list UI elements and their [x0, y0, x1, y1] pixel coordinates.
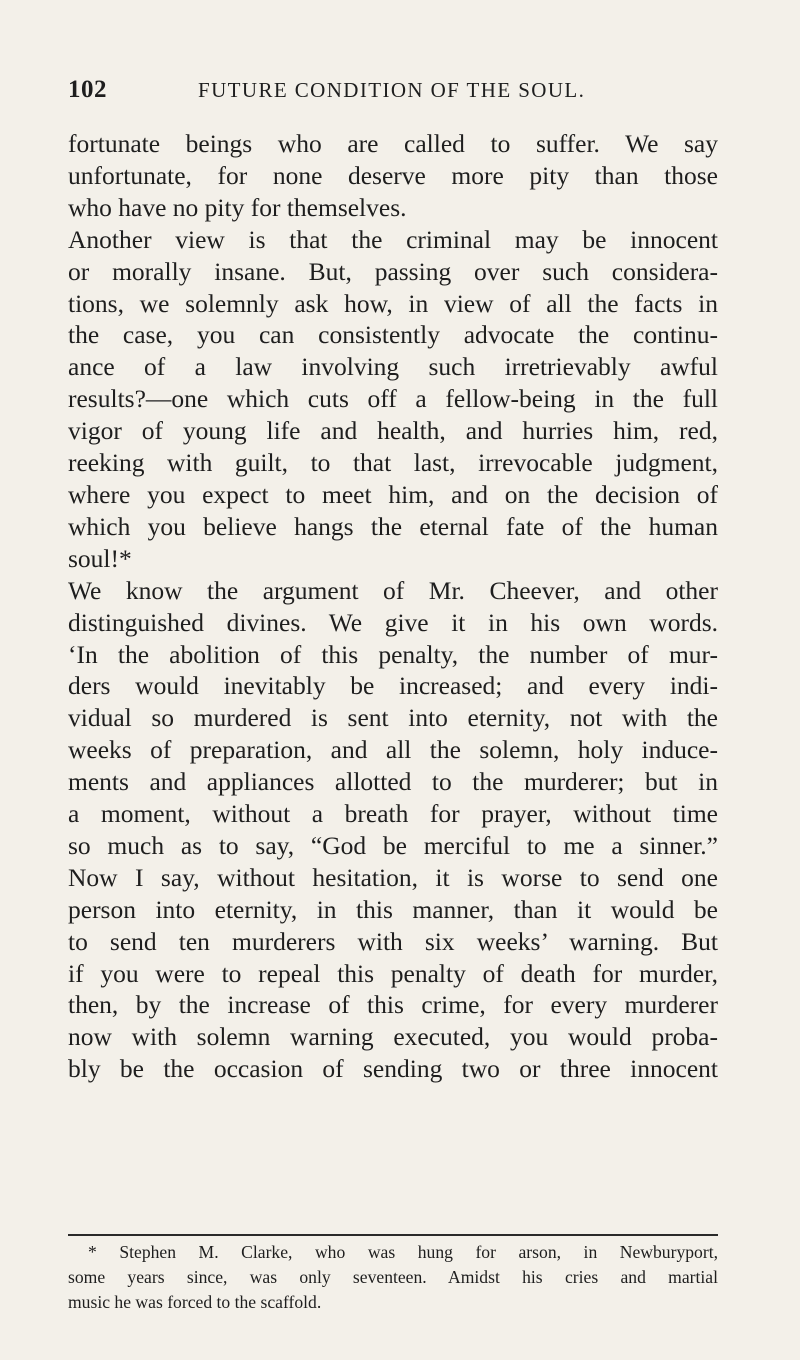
text-line: so much as to say, “God be merciful to me a sinner.”: [68, 830, 718, 860]
text-line: who have no pity for themselves.: [68, 192, 407, 222]
text-line: unfortunate, for none deserve more pity than those: [68, 160, 718, 190]
text-line: ance of a law involving such irretrievably awful: [68, 352, 718, 382]
text-line: the case, you can consistently advocate the continu-: [68, 320, 718, 350]
text-line: distinguished divines. We give it in his own words.: [68, 607, 718, 637]
text-line: person into eternity, in this manner, than it would be: [68, 894, 718, 924]
body-text: [68, 128, 718, 1085]
text-line: tions, we solemnly ask how, in view of all the facts in: [68, 288, 718, 318]
text-line: a moment, without a breath for prayer, without time: [68, 799, 718, 829]
text-line: which you believe hangs the eternal fate of the human: [68, 511, 718, 541]
text-line: We know the argument of Mr. Cheever, and other: [68, 575, 718, 605]
text-line: to send ten murderers with six weeks’ warning. But: [68, 926, 718, 956]
text-line: Another view is that the criminal may be innocent: [68, 224, 718, 254]
text-line: fortunate beings who are called to suffer. We say: [68, 129, 718, 158]
text-line: ments and appliances allotted to the murderer; but in: [68, 767, 718, 797]
text-line: results?—one which cuts off a fellow-being in the full: [68, 384, 718, 414]
page-header: [68, 76, 718, 112]
text-line: soul!*: [68, 543, 132, 573]
footnote-line: some years since, was only seventeen. Amidst his cries and martial: [68, 1267, 718, 1287]
text-line: where you expect to meet him, and on the decision of: [68, 479, 718, 509]
running-title: FUTURE CONDITION OF THE SOUL.: [198, 78, 586, 102]
footnote-line: music he was forced to the scaffold.: [68, 1292, 322, 1312]
text-line: reeking with guilt, to that last, irrevocable judgment,: [68, 448, 718, 478]
text-line: if you were to repeal this penalty of death for murder,: [68, 958, 718, 988]
text-line: or morally insane. But, passing over such considera-: [68, 256, 718, 286]
text-line: then, by the increase of this crime, for every murderer: [68, 990, 718, 1020]
text-line: weeks of preparation, and all the solemn, holy induce-: [68, 735, 718, 765]
text-line: Now I say, without hesitation, it is worse to send one: [68, 862, 718, 892]
text-line: bly be the occasion of sending two or three innocent: [68, 1054, 718, 1084]
page-number: 102: [68, 76, 107, 103]
text-line: vidual so murdered is sent into eternity, not with the: [68, 703, 718, 733]
footnote: [68, 1240, 718, 1315]
text-line: ders would inevitably be increased; and every indi-: [68, 671, 718, 701]
text-line: now with solemn warning executed, you would proba-: [68, 1022, 718, 1052]
text-line: vigor of young life and health, and hurries him, red,: [68, 416, 718, 446]
text-line: ‘In the abolition of this penalty, the number of mur-: [68, 639, 718, 669]
footnote-line: * Stephen M. Clarke, who was hung for arson, in Newburyport,: [88, 1242, 718, 1262]
footnote-rule: [68, 1234, 718, 1236]
